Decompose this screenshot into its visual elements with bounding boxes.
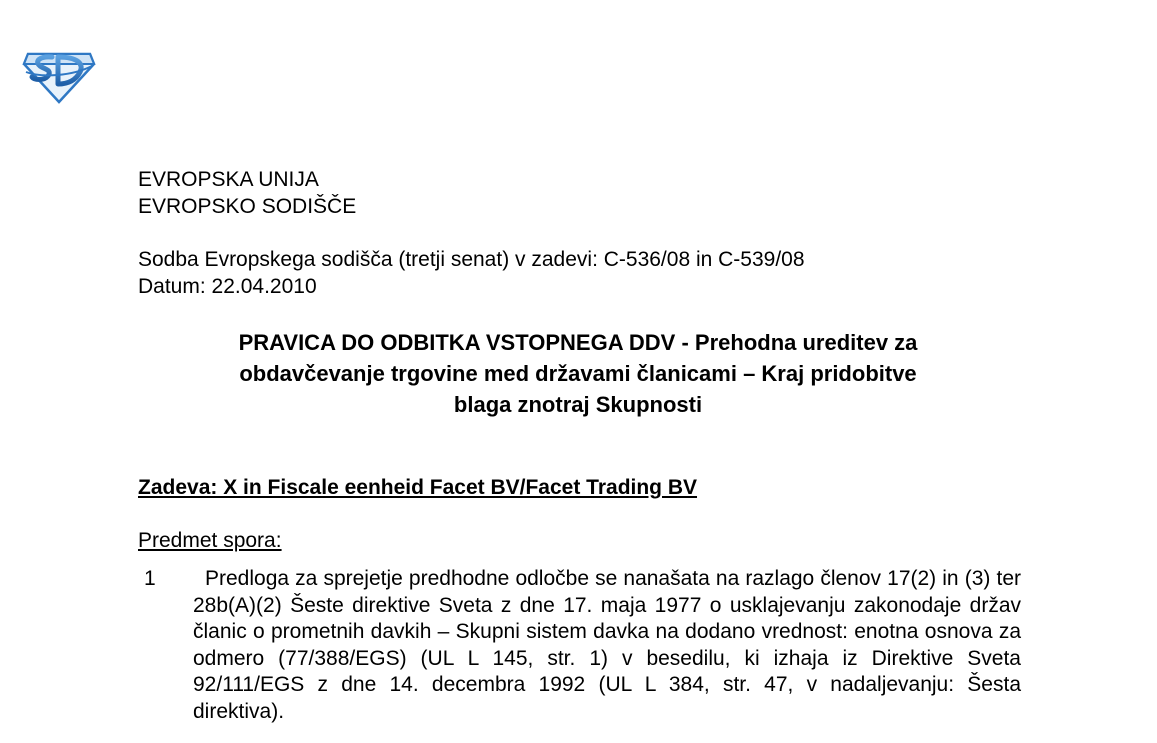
- title-line-1: PRAVICA DO ODBITKA VSTOPNEGA DDV - Prehodna ureditev za: [238, 330, 918, 355]
- institution-header: [138, 166, 356, 220]
- title-line-2: obdavčevanje trgovine med državami članicami – Kraj pridobitve: [239, 361, 917, 386]
- paragraph-text: Predloga za sprejetje predhodne odločbe se nanašata na razlago členov 17(2) in (3) ter 28b(A)(2) Šeste direktive Sveta z dne 17. maja 1977 o usklajevanju zakonodaje držav članic o prometnih davkih – Skupni sistem davka na dodano vrednost: enotna osnova za odmero (77/388/EGS) (UL L 145, str. 1) v besedilu, ki izhaja iz Direktive Sveta 92/111/EGS z dne 14. decembra 1992 (UL L 384, str. 47, v nadaljevanju: Šesta direktiva).: [193, 567, 1021, 723]
- subject-heading: Predmet spora:: [138, 529, 282, 552]
- judgment-date: Datum: 22.04.2010: [138, 275, 317, 298]
- document-title: [140, 327, 1016, 420]
- header-line-court: EVROPSKO SODIŠČE: [138, 195, 357, 218]
- sd-logo-icon: [22, 48, 96, 104]
- numbered-paragraph: [138, 566, 1021, 725]
- paragraph-number: 1: [144, 567, 156, 590]
- case-title: Zadeva: X in Fiscale eenheid Facet BV/Facet Trading BV: [138, 476, 698, 499]
- judgment-meta: [138, 246, 805, 300]
- title-line-3: blaga znotraj Skupnosti: [453, 392, 703, 417]
- judgment-reference: Sodba Evropskega sodišča (tretji senat) v zadevi: C-536/08 in C-539/08: [138, 248, 805, 271]
- header-line-union: EVROPSKA UNIJA: [138, 168, 319, 191]
